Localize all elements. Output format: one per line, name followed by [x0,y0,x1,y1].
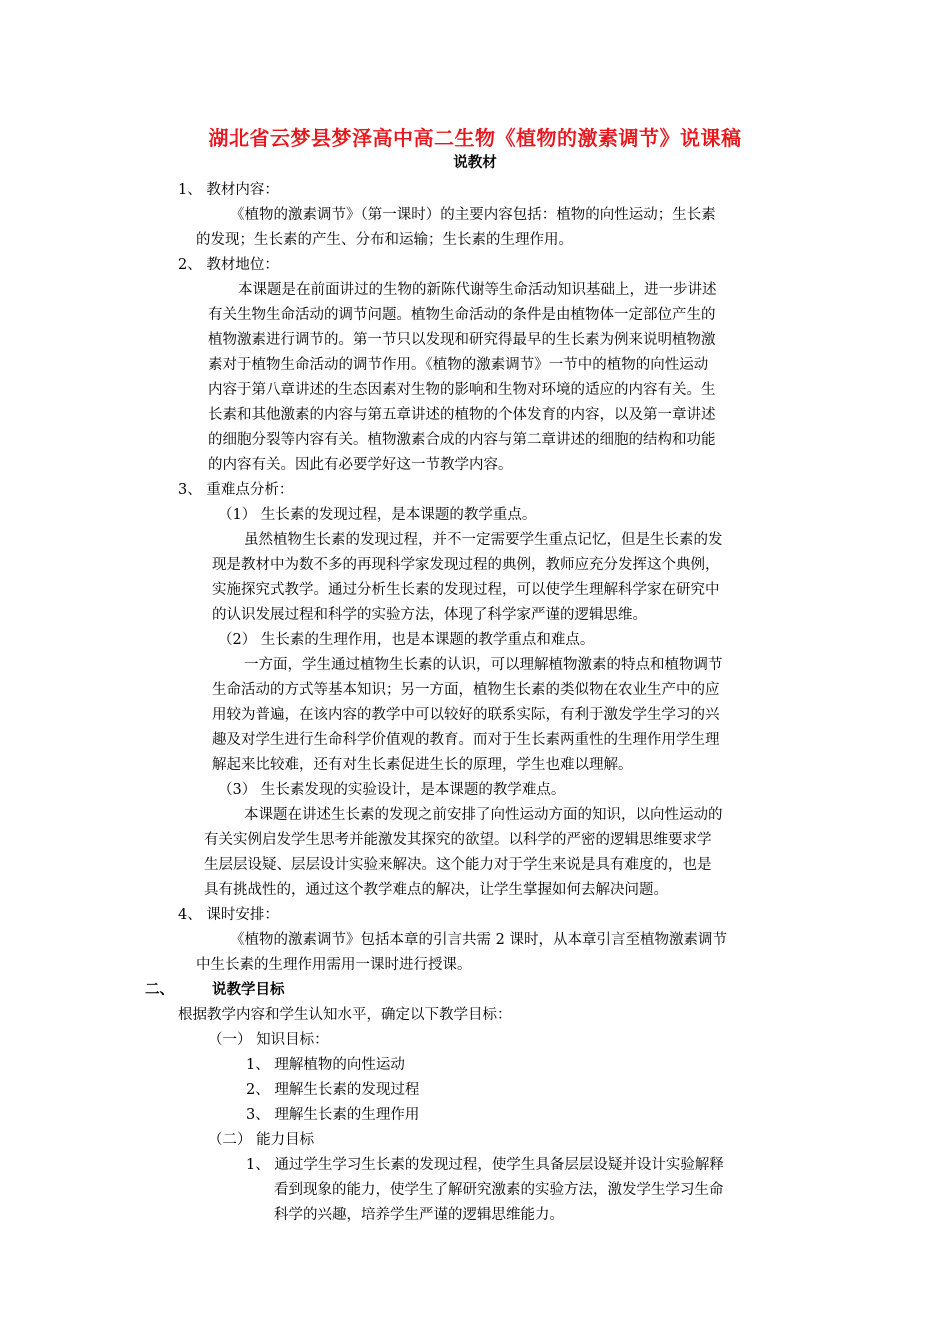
paragraph-line: 的发现；生长素的产生、分布和运输；生长素的生理作用。 [196,232,573,248]
paragraph-line: 具有挑战性的，通过这个教学难点的解决，让学生掌握如何去解决问题。 [204,882,668,898]
paragraph-line: 中生长素的生理作用需用一课时进行授课。 [196,957,472,973]
point2-heading: （2） 生长素的生理作用，也是本课题的教学重点和难点。 [218,632,595,648]
knowledge-goal-item: 3、 理解生长素的生理作用 [246,1107,420,1123]
paragraph-line: 本课题是在前面讲过的生物的新陈代谢等生命活动知识基础上，进一步讲述 [238,282,717,298]
ability-goals-label: （二） 能力目标 [208,1132,315,1148]
paragraph-line: 有关实例启发学生思考并能激发其探究的欲望。以科学的严密的逻辑思维要求学 [204,832,712,848]
paragraph-line: 用较为普遍，在该内容的教学中可以较好的联系实际，有利于激发学生学习的兴 [212,707,720,723]
point3-heading: （3） 生长素发现的实验设计，是本课题的教学难点。 [218,782,566,798]
paragraph-line: 素对于植物生命活动的调节作用。《植物的激素调节》一节中的植物的向性运动 [208,357,709,373]
knowledge-goals-label: （一） 知识目标： [208,1032,329,1048]
document-title: 湖北省云梦县梦泽高中高二生物《植物的激素调节》说课稿 [208,126,742,150]
paragraph-line: 的认识发展过程和科学的实验方法，体现了科学家严谨的逻辑思维。 [212,607,647,623]
item1-label: 1、 教材内容： [178,182,279,198]
item3-label: 3、 重难点分析： [178,482,294,498]
paragraph-line: 的细胞分裂等内容有关。植物激素合成的内容与第二章讲述的细胞的结构和功能 [208,432,716,448]
paragraph-line: 生命活动的方式等基本知识；另一方面，植物生长素的类似物在农业生产中的应 [212,682,720,698]
section2-heading: 说教学目标 [212,982,285,998]
paragraph-line: 实施探究式教学。通过分析生长素的发现过程，可以使学生理解科学家在研究中 [212,582,720,598]
section2-number: 二、 [145,982,174,998]
paragraph-line: 生层层设疑、层层设计实验来解决。这个能力对于学生来说是具有难度的，也是 [204,857,712,873]
ability-goal-line: 看到现象的能力，使学生了解研究激素的实验方法，激发学生学习生命 [274,1182,724,1198]
ability-goal-line: 1、 通过学生学习生长素的发现过程，使学生具备层层设疑并设计实验解释 [246,1157,724,1173]
paragraph-line: 趣及对学生进行生命科学价值观的教育。而对于生长素两重性的生理作用学生理 [212,732,720,748]
paragraph-line: 的内容有关。因此有必要学好这一节教学内容。 [208,457,513,473]
paragraph-line: 《植物的激素调节》包括本章的引言共需 2 课时，从本章引言至植物激素调节 [230,932,727,948]
paragraph-line: 一方面，学生通过植物生长素的认识，可以理解植物激素的特点和植物调节 [244,657,723,673]
paragraph-line: 有关生物生命活动的调节问题。植物生命活动的条件是由植物体一定部位产生的 [208,307,716,323]
paragraph-line: 虽然植物生长素的发现过程，并不一定需要学生重点记忆，但是生长素的发 [244,532,723,548]
knowledge-goal-item: 2、 理解生长素的发现过程 [246,1082,420,1098]
paragraph-line: 解起来比较难，还有对生长素促进生长的原理，学生也难以理解。 [212,757,633,773]
paragraph-line: 《植物的激素调节》（第一课时）的主要内容包括：植物的向性运动；生长素 [230,207,716,223]
paragraph-line: 本课题在讲述生长素的发现之前安排了向性运动方面的知识，以向性运动的 [244,807,723,823]
knowledge-goal-item: 1、 理解植物的向性运动 [246,1057,405,1073]
paragraph-line: 现是教材中为数不多的再现科学家发现过程的典例，教师应充分发挥这个典例， [212,557,720,573]
section-subtitle: 说教材 [453,155,497,171]
section2-intro: 根据教学内容和学生认知水平，确定以下教学目标： [178,1007,512,1023]
paragraph-line: 植物激素进行调节的。第一节只以发现和研究得最早的生长素为例来说明植物激 [208,332,716,348]
item4-label: 4、 课时安排： [178,907,279,923]
point1-heading: （1） 生长素的发现过程，是本课题的教学重点。 [218,507,537,523]
paragraph-line: 内容于第八章讲述的生态因素对生物的影响和生物对环境的适应的内容有关。生 [208,382,716,398]
paragraph-line: 长素和其他激素的内容与第五章讲述的植物的个体发育的内容，以及第一章讲述 [208,407,716,423]
item2-label: 2、 教材地位： [178,257,279,273]
ability-goal-line: 科学的兴趣，培养学生严谨的逻辑思维能力。 [274,1207,564,1223]
